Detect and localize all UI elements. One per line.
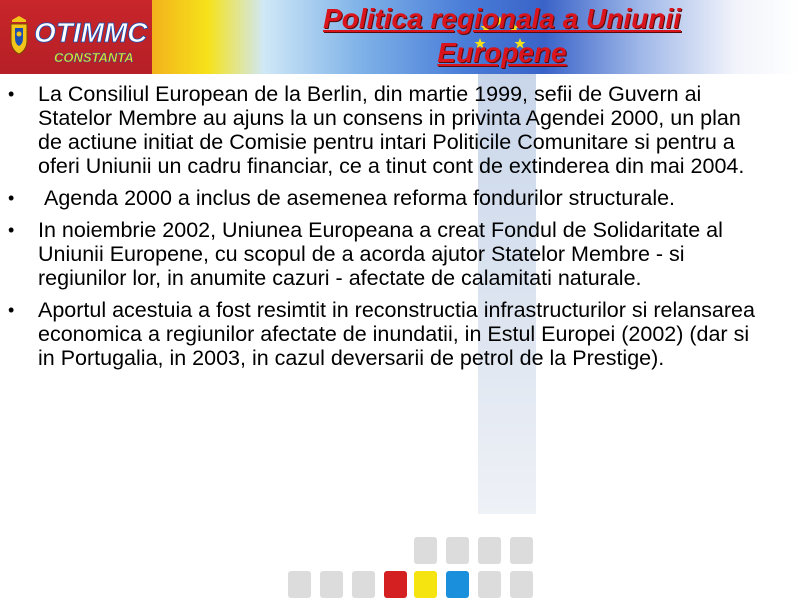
slide-title: Politica regionala a Uniunii Europene (323, 3, 681, 68)
logo-wordmark (34, 8, 152, 68)
bullet-text: Agenda 2000 a inclus de asemenea reforma fondurilor structurale. (38, 186, 676, 210)
gray-square (510, 537, 533, 564)
bullet-list (8, 82, 758, 370)
coat-of-arms-icon (8, 14, 30, 56)
logo (0, 0, 152, 74)
logo-main-text: OTIMMC (34, 17, 148, 48)
gray-square (478, 537, 501, 564)
logo-sub-text: CONSTANTA (54, 50, 134, 65)
red-square (384, 571, 407, 598)
gray-square (510, 571, 533, 598)
bullet-icon: • (8, 220, 15, 240)
bullet-text: La Consiliul European de la Berlin, din martie 1999, sefii de Guvern ai Statelor Membre au ajuns la un consens in privinta Agendei 2000, un plan de actiune initiat de Comisie pentru intari Politicile Comunitare si pentru a oferi Uniunii un cadru financiar, ce a tinut cont de extinderea din mai 2004. (38, 82, 745, 178)
gray-square (320, 571, 343, 598)
bullet-text: Aportul acestuia a fost resimtit in reconstructia infrastructurilor si relansarea economica a regiunilor afectate de inundatii, in Estul Europei (2002) (dar si in Portugalia, in 2003, in cazul deversarii de petrol de la Prestige). (38, 298, 755, 370)
gray-square (414, 537, 437, 564)
bullet-item (8, 186, 758, 210)
gray-square (288, 571, 311, 598)
bullet-item (8, 218, 758, 290)
bullet-icon: • (8, 300, 15, 320)
gray-square (446, 537, 469, 564)
gray-square (352, 571, 375, 598)
decorative-squares (280, 532, 550, 600)
slide-body (8, 82, 758, 378)
bullet-icon: • (8, 84, 15, 104)
bullet-item (8, 298, 758, 370)
gray-square (478, 571, 501, 598)
bullet-icon: • (8, 188, 15, 208)
bullet-item (8, 82, 758, 178)
blue-square (446, 571, 469, 598)
bullet-text: In noiembrie 2002, Uniunea Europeana a creat Fondul de Solidaritate al Uniunii Europene, cu scopul de a acorda ajutor Statelor Membre - si regiunilor lor, in anumite cazuri - afectate de calamitati naturale. (38, 218, 723, 290)
yellow-square (414, 571, 437, 598)
